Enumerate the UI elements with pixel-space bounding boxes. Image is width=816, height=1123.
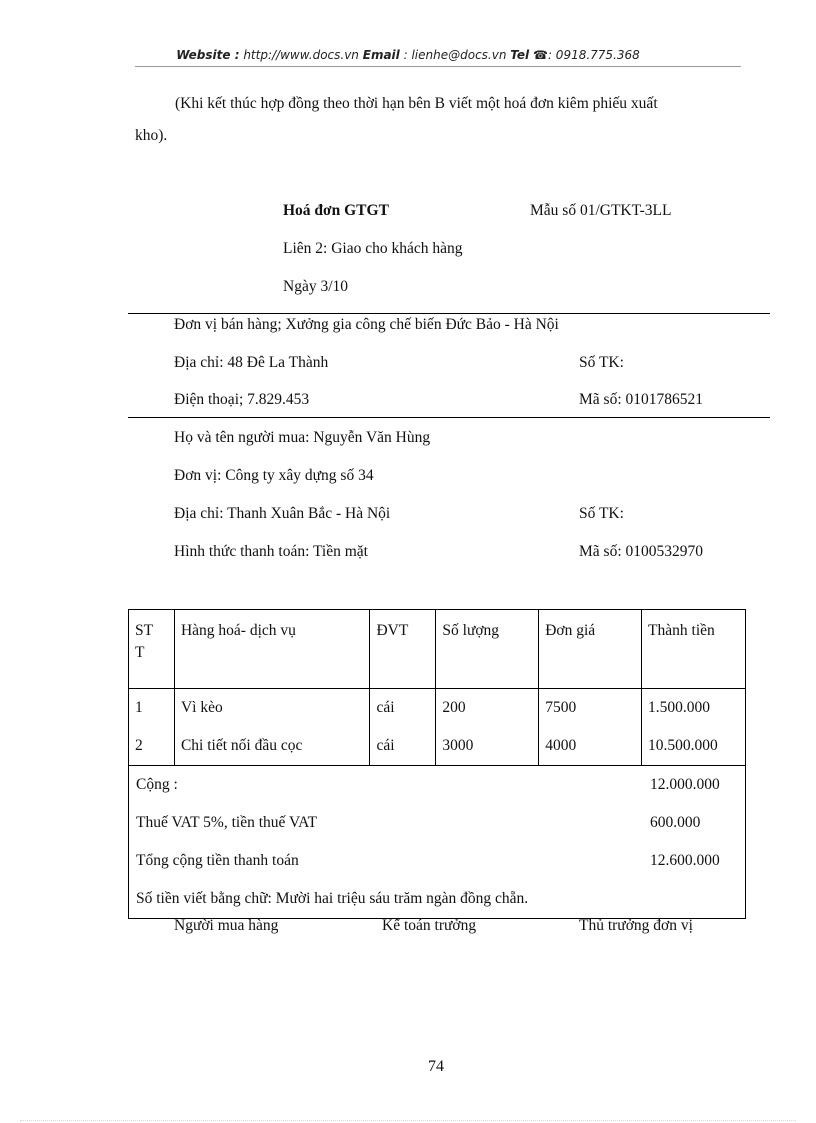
website-link[interactable]: http://www.docs.vn — [243, 48, 359, 62]
header-amount: Thành tiền — [642, 610, 746, 689]
grand-total-row — [129, 842, 745, 880]
intro-line-1: (Khi kết thúc hợp đồng theo thời hạn bên B viết một hoá đơn kiêm phiếu xuất — [175, 95, 658, 112]
seller-phone: Điện thoại; 7.829.453 — [174, 391, 310, 408]
row-1-amount: 1.500.000 — [648, 699, 711, 716]
buyer-unit: Đơn vị: Công ty xây dựng số 34 — [174, 467, 374, 484]
signature-buyer: Người mua hàng — [174, 917, 279, 934]
total-row — [129, 766, 745, 804]
table-summary — [129, 766, 746, 919]
buyer-payment: Hình thức thanh toán: Tiền mặt — [174, 543, 368, 560]
email-label: Email — [362, 48, 400, 62]
page-number: 74 — [428, 1058, 444, 1075]
grand-total-label: Tổng cộng tiền thanh toán — [136, 852, 299, 869]
grand-total-value: 12.600.000 — [650, 852, 720, 869]
row-2-amount: 10.500.000 — [648, 737, 718, 754]
header-stt: ST T — [129, 610, 175, 689]
intro-line-2: kho). — [135, 127, 168, 144]
buyer-tax-code: Mã số: 0100532970 — [579, 543, 703, 560]
vat-row — [129, 804, 745, 842]
seller-unit: Đơn vị bán hàng; Xưởng gia công chế biến Đức Bảo - Hà Nội — [174, 316, 559, 333]
header-goods: Hàng hoá- dịch vụ — [174, 610, 370, 689]
email-link[interactable]: : lienhe@docs.vn — [403, 48, 507, 62]
header-divider — [135, 66, 741, 67]
amount-in-words: Số tiền viết bằng chữ: Mười hai triệu sáu trăm ngàn đồng chẵn. — [136, 890, 529, 907]
buyer-account: Số TK: — [579, 505, 624, 522]
table-header-row — [129, 610, 746, 689]
invoice-form-number: Mẫu số 01/GTKT-3LL — [530, 202, 672, 219]
buyer-address: Địa chỉ: Thanh Xuân Bắc - Hà Nội — [174, 505, 391, 522]
row-1-goods: Vì kèo — [180, 699, 223, 716]
total-value: 12.000.000 — [650, 776, 720, 793]
row-2-unit: cái — [376, 737, 395, 754]
table-body — [129, 689, 746, 766]
invoice-items-table — [128, 609, 746, 919]
seller-account: Số TK: — [579, 354, 624, 371]
header-unit: ĐVT — [370, 610, 436, 689]
total-label: Cộng : — [136, 776, 178, 793]
page-header — [0, 48, 816, 62]
amount-in-words-row — [129, 880, 745, 918]
signature-accountant: Kế toán trưởng — [382, 917, 477, 934]
divider-seller-top — [128, 313, 770, 314]
tel-value: : 0918.775.368 — [547, 48, 640, 62]
header-price: Đơn giá — [539, 610, 642, 689]
invoice-date: Ngày 3/10 — [283, 278, 349, 295]
signature-head: Thủ trưởng đơn vị — [579, 917, 693, 934]
seller-address: Địa chỉ: 48 Đê La Thành — [174, 354, 329, 371]
divider-buyer-top — [128, 417, 770, 418]
vat-value: 600.000 — [650, 814, 701, 831]
row-1-price: 7500 — [545, 699, 577, 716]
row-2-goods: Chi tiết nối đầu cọc — [180, 737, 303, 754]
invoice-title: Hoá đơn GTGT — [283, 202, 389, 219]
phone-icon: ☎ — [533, 48, 548, 62]
row-2-price: 4000 — [545, 737, 577, 754]
invoice-copy: Liên 2: Giao cho khách hàng — [283, 240, 463, 257]
row-1-quantity: 200 — [442, 699, 466, 716]
row-1-stt: 1 — [135, 699, 143, 716]
vat-label: Thuế VAT 5%, tiền thuế VAT — [136, 814, 318, 831]
row-2-stt: 2 — [135, 737, 143, 754]
footer-divider — [20, 1120, 796, 1121]
tel-label: Tel — [510, 48, 530, 62]
buyer-name: Họ và tên người mua: Nguyễn Văn Hùng — [174, 429, 431, 446]
header-quantity: Số lượng — [436, 610, 539, 689]
row-1-unit: cái — [376, 699, 395, 716]
seller-tax-code: Mã số: 0101786521 — [579, 391, 703, 408]
row-2-quantity: 3000 — [442, 737, 474, 754]
website-label: Website : — [176, 48, 240, 62]
